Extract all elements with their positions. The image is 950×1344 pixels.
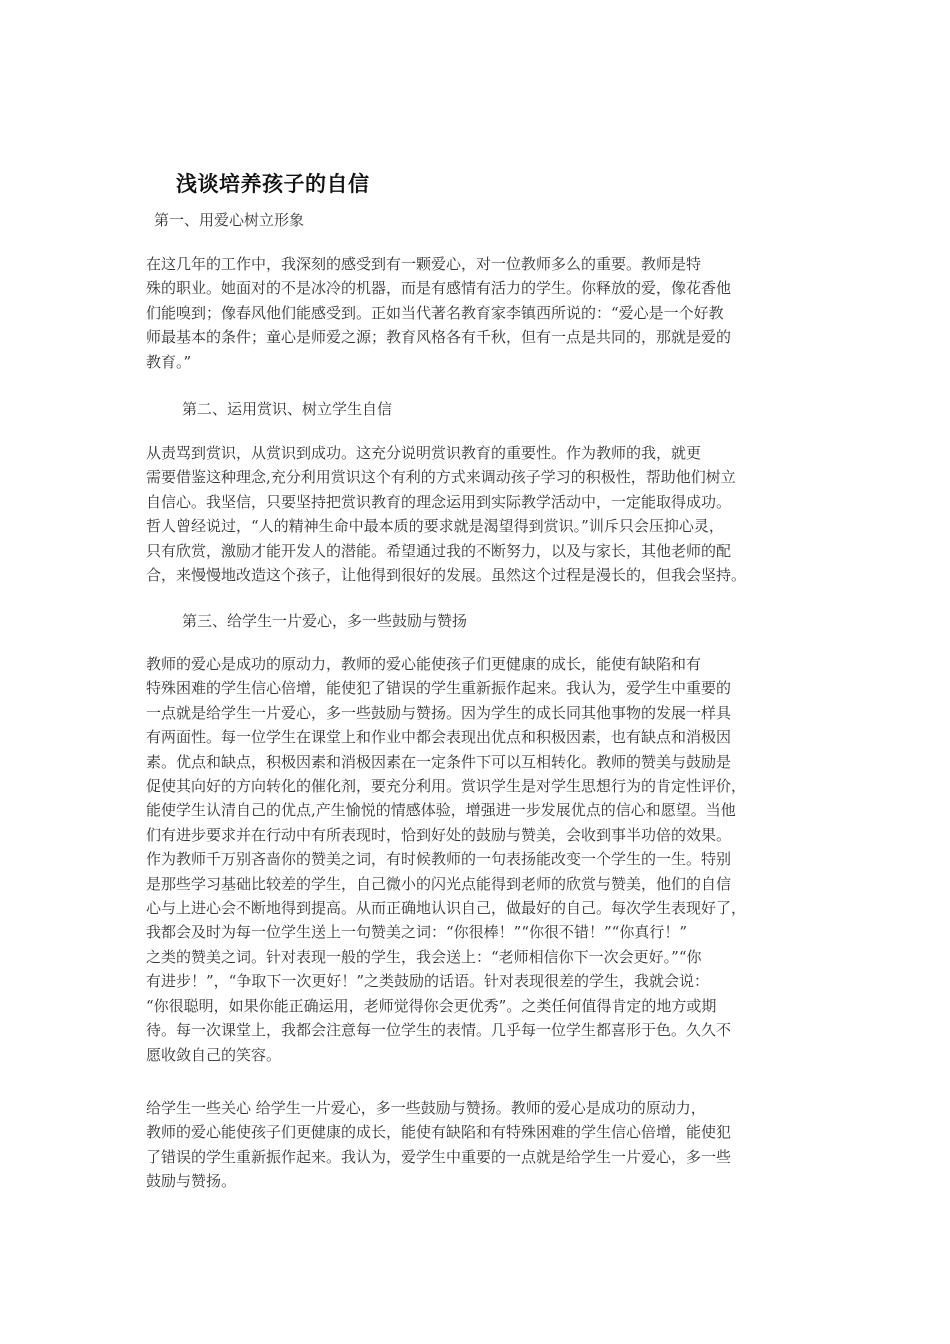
paragraph-line: 促使其向好的方向转化的催化剂，要充分利用。赏识学生是对学生思想行为的肯定性评价， — [146, 777, 747, 796]
paragraph-line: 哲人曾经说过，“人的精神生命中最本质的要求就是渴望得到赏识。”训斥只会压抑心灵， — [146, 517, 724, 536]
section-1-paragraph — [146, 252, 808, 374]
paragraph-line: 从责骂到赏识，从赏识到成功。这充分说明赏识教育的重要性。作为教师的我，就更 — [146, 444, 702, 462]
paragraph-line: 鼓励与赞扬。 — [146, 1172, 237, 1191]
closing-paragraph — [146, 1096, 808, 1194]
paragraph-line: 们能嗅到；像春风他们能感受到。正如当代著名教育家李镇西所说的：“爱心是一个好教 — [146, 303, 724, 322]
paragraph-line: 了错误的学生重新振作起来。我认为，爱学生中重要的一点就是给学生一片爱心，多一些 — [146, 1147, 732, 1166]
paragraph-line: “你很聪明，如果你能正确运用，老师觉得你会更优秀”。之类任何值得肯定的地方或期 — [146, 996, 717, 1015]
paragraph-line: 教师的爱心是成功的原动力，教师的爱心能使孩子们更健康的成长，能使有缺陷和有 — [146, 655, 702, 673]
paragraph-line: 能使学生认清自己的优点,产生愉悦的情感体验，增强进一步发展优点的信心和愿望。当他 — [146, 801, 736, 820]
section-2-heading: 第二、运用赏识、树立学生自信 — [182, 400, 393, 418]
paragraph-line: 待。每一次课堂上，我都会注意每一位学生的表情。几乎每一位学生都喜形于色。久久不 — [146, 1021, 732, 1040]
paragraph-line: 教育。” — [146, 352, 192, 371]
paragraph-line: 有两面性。每一位学生在课堂上和作业中都会表现出优点和积极因素，也有缺点和消极因 — [146, 728, 732, 747]
section-1-heading: 第一、用爱心树立形象 — [154, 211, 305, 229]
paragraph-line: 之类的赞美之词。针对表现一般的学生，我会送上：“老师相信你下一次会更好。”“你 — [146, 947, 702, 966]
paragraph-line: 素。优点和缺点，积极因素和消极因素在一定条件下可以互相转化。教师的赞美与鼓励是 — [146, 752, 732, 771]
paragraph-line: 我都会及时为每一位学生送上一句赞美之词：“你很棒！”“你很不错！”“你真行！” — [146, 923, 688, 942]
paragraph-line: 们有进步要求并在行动中有所表现时，恰到好处的鼓励与赞美，会收到事半功倍的效果。 — [146, 825, 732, 844]
paragraph-line: 心与上进心会不断地得到提高。从而正确地认识自己，做最好的自己。每次学生表现好了， — [146, 899, 747, 918]
paragraph-line: 作为教师千万别吝啬你的赞美之词，有时候教师的一句表扬能改变一个学生的一生。特别 — [146, 850, 732, 869]
section-3-paragraph — [146, 652, 808, 1067]
paragraph-line: 需要借鉴这种理念,充分利用赏识这个有利的方式来调动孩子学习的积极性，帮助他们树立 — [146, 468, 736, 487]
paragraph-line: 是那些学习基础比较差的学生，自己微小的闪光点能得到老师的欣赏与赞美，他们的自信 — [146, 874, 732, 893]
paragraph-line: 有进步！”，“争取下一次更好！”之类鼓励的话语。针对表现很差的学生，我就会说： — [146, 972, 710, 991]
section-2-paragraph — [146, 441, 808, 587]
paragraph-line: 只有欣赏，激励才能开发人的潜能。希望通过我的不断努力，以及与家长，其他老师的配 — [146, 541, 732, 560]
paragraph-line: 殊的职业。她面对的不是冰冷的机器，而是有感情有活力的学生。你释放的爱，像花香他 — [146, 279, 732, 298]
paragraph-line: 特殊困难的学生信心倍增，能使犯了错误的学生重新振作起来。我认为，爱学生中重要的 — [146, 679, 732, 698]
paragraph-line: 合，来慢慢地改造这个孩子，让他得到很好的发展。虽然这个过程是漫长的，但我会坚持。 — [146, 566, 747, 585]
paragraph-line: 愿收敛自己的笑容。 — [146, 1045, 282, 1064]
document-title: 浅谈培养孩子的自信 — [176, 172, 370, 196]
paragraph-line: 师最基本的条件；童心是师爱之源；教育风格各有千秋，但有一点是共同的，那就是爱的 — [146, 328, 732, 347]
section-3-heading: 第三、给学生一片爱心，多一些鼓励与赞扬 — [182, 612, 468, 630]
paragraph-line: 给学生一些关心 给学生一片爱心，多一些鼓励与赞扬。教师的爱心是成功的原动力， — [146, 1099, 706, 1117]
paragraph-line: 教师的爱心能使孩子们更健康的成长，能使有缺陷和有特殊困难的学生信心倍增，能使犯 — [146, 1123, 732, 1142]
paragraph-line: 自信心。我坚信，只要坚持把赏识教育的理念运用到实际教学活动中，一定能取得成功。 — [146, 492, 732, 511]
paragraph-line: 在这几年的工作中，我深刻的感受到有一颗爱心，对一位教师多么的重要。教师是特 — [146, 255, 702, 273]
paragraph-line: 一点就是给学生一片爱心，多一些鼓励与赞扬。因为学生的成长同其他事物的发展一样具 — [146, 703, 732, 722]
